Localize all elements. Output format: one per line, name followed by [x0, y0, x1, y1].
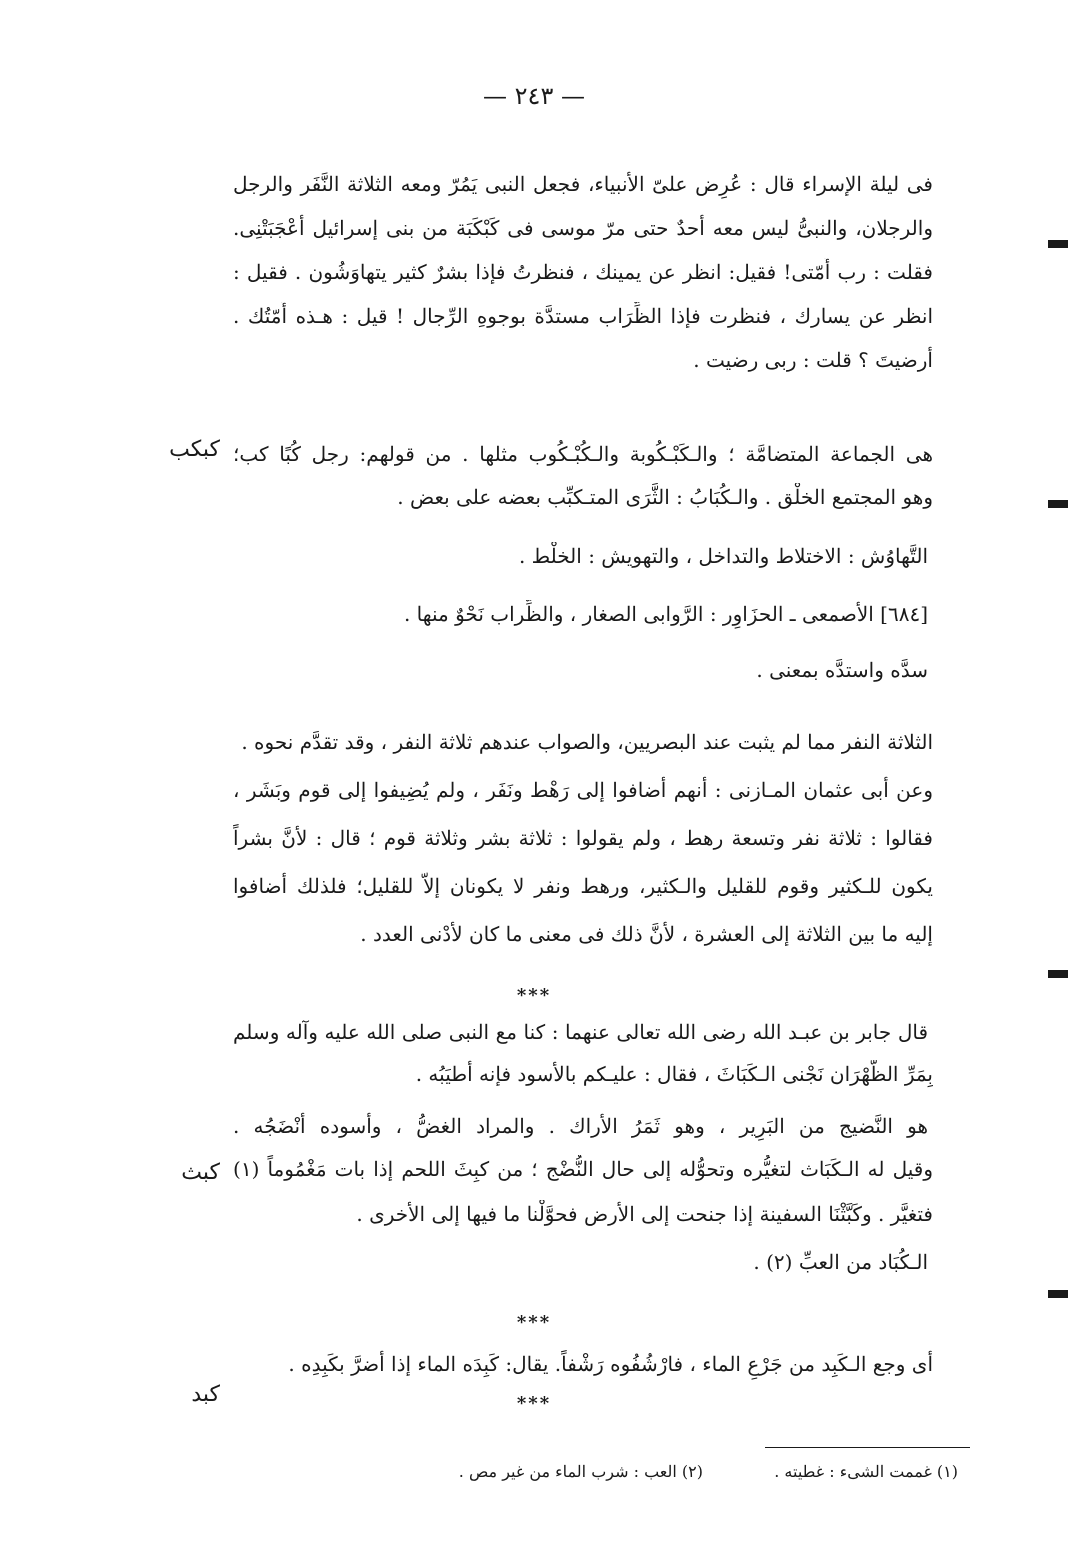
text-line: هو النَّضيج من البَرِير ، وهو ثَمَرُ الأراك . والمراد الغضُّ ، وأسوده أنْضَجُه . [233, 1114, 928, 1138]
scan-edge-mark [1048, 240, 1068, 248]
text-line: انظر عن يسارك ، فنظرت فإذا الظِّرَاب مستدَّة بوجوهِ الرِّجال ! قيل : هـذه أُمّتُك . [233, 304, 933, 328]
section-divider-stars: *** [516, 985, 552, 1006]
scan-edge-mark [1048, 970, 1068, 978]
text-line: أى وجع الـكَبِد من جَرْعِ الماء ، فارْشُفُوه رَشْفاً. يقال: كَبِدَه الماء إذا أضرَّ بكَبِدِه . [288, 1352, 933, 1376]
text-line: فقلت : رب أُمّتى! فقيل: انظر عن يمينك ، فنظرتُ فإذا بشرٌ كثير يتهاوَشُون . فقيل : [233, 260, 933, 284]
text-line: وعن أبى عثمان المـازنى : أنهم أضافوا إلى رَهْط ونَفَر ، ولم يُضِيفوا إلى قوم وبَشَر ، [233, 778, 933, 802]
text-line: التَّهاوُش : الاختلاط والتداخل ، والتهويش : الخلْط . [518, 544, 928, 568]
scan-edge-mark [1048, 1290, 1068, 1298]
text-line: إليه ما بين الثلاثة إلى العشرة ، لأنَّ ذلك فى معنى ما كان لأدْنى العدد . [360, 922, 933, 946]
text-line: هى الجماعة المتضامَّة ؛ والـكَبْـكُوبة والـكُبْـكُوب مثلها . من قولهم: رجل كُبًا كب؛ [233, 442, 933, 466]
marginal-root-word: كبكب [169, 437, 220, 462]
text-line: بِمَرِّ الظَّهْرَان نَجْنى الـكَبَاثَ ، فقال : عليـكم بالأسود فإنه أطيَبُه . [415, 1062, 933, 1086]
text-line: سدَّه واستدَّه بمعنى . [756, 658, 928, 682]
text-line: قال جابر بن عبـد الله رضى الله تعالى عنهما : كنا مع النبى صلى الله عليه وآله وسلم [233, 1020, 928, 1044]
footnote-2: (٢) العب : شرب الماء من غير مص . [458, 1462, 703, 1481]
scan-edge-mark [1048, 500, 1068, 508]
text-line: فتغيَّر . وكَبَّثْنَا السفينة إذا جنحت إلى الأرض فحوَّلْنا ما فيها إلى الأخرى . [356, 1202, 933, 1226]
text-line: الثلاثة النفر مما لم يثبت عند البصريين، والصواب عندهم ثلاثة النفر ، وقد تقدَّم نحوه . [241, 730, 933, 754]
section-divider-stars: *** [516, 1312, 552, 1333]
marginal-root-word: كبث [181, 1160, 220, 1185]
text-line: فقالوا : ثلاثة نفر وتسعة رهط ، ولم يقولوا : ثلاثة بشر وثلاثة قوم ؛ قال : لأنَّ بشراً [233, 826, 933, 850]
text-line: وهو المجتمع الخلْق . والـكُبَابُ : الثَّرَى المتـكبِّب بعضه على بعض . [397, 485, 933, 509]
text-line: أرضيتَ ؟ قلت : ربى رضيت . [693, 348, 933, 372]
marginal-root-word: كبد [191, 1382, 220, 1407]
footnote-1: (١) غممت الشىء : غطيته . [774, 1462, 958, 1481]
text-line: فى ليلة الإسراء قال : عُرِض علىّ الأنبياء، فجعل النبى يَمُرّ ومعه الثلاثة النَّفَر والرجل [233, 172, 933, 196]
section-divider-stars: *** [516, 1393, 552, 1414]
text-line: وقيل له الـكَبَاث لتغيُّره وتحوُّله إلى حال النُّضْج ؛ من كبِثَ اللحم إذا بات مَغْمُوماً (١) [233, 1157, 933, 1181]
text-line: الـكُبَاد من العبِّ (٢) . [753, 1250, 928, 1274]
text-line: [٦٨٤] الأصمعى ـ الحزَاوِر : الرَّوابى الصغار ، والظِّراب نَحْوٌ منها . [403, 602, 928, 626]
page-number: — ٢٤٣ — [483, 82, 585, 110]
text-line: والرجلان، والنبىُّ ليس معه أحدٌ حتى مرّ موسى فى كَبْكَبَة من بنى إسرائيل أعْجَبَتْنِى. [233, 216, 933, 240]
footnote-separator [765, 1447, 970, 1448]
text-line: يكون للـكثير وقوم للقليل والـكثير، ورهط ونفر لا يكونان إلاَّ للقليل؛ فلذلك أضافوا [233, 874, 933, 898]
